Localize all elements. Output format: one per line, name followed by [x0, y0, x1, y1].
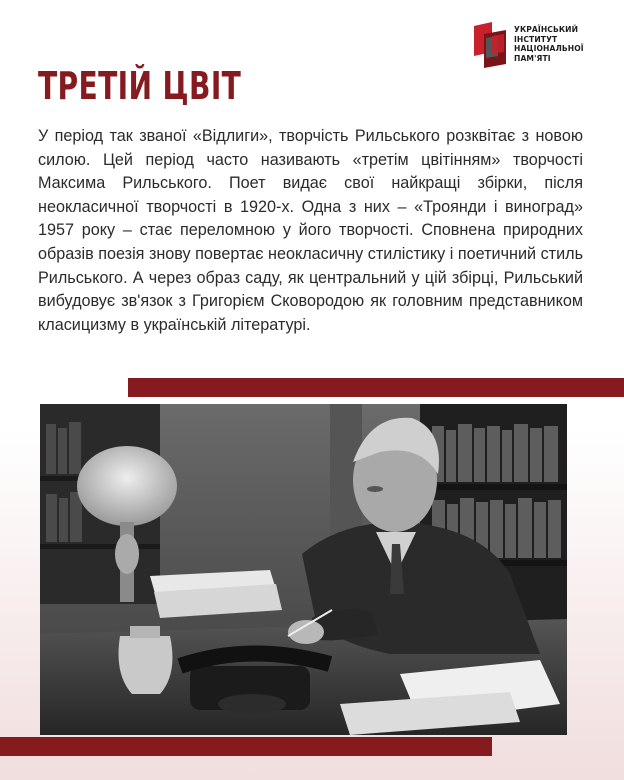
institute-logo [472, 22, 602, 68]
logo-line-1: УКРАЇНСЬКИЙ [514, 25, 579, 34]
decorative-bar-top [128, 378, 624, 397]
institute-logo-text [514, 25, 584, 63]
logo-line-3: НАЦІОНАЛЬНОЇ [514, 44, 584, 54]
decorative-bar-bottom [0, 737, 492, 756]
archival-photo-illustration [40, 404, 567, 735]
logo-line-2: ІНСТИТУТ [514, 34, 558, 44]
body-paragraph: У період так званої «Відлиги», творчість Рильського розквітає з новою силою. Цей період часто називають «третім цвітінням» творчості Максима Рильського. Поет видає свої найкращі збірки, після неокласичної творчості в 1920-х. Одна з них – «Троянди і виноград» 1957 року – стає переломною у його творчості. Сповнена природних образів поезія знову повертає неокласичну стилістику і поетичний стиль Рильського. А через образ саду, як центральний у цій збірці, Рильський вибудовує зв'язок з Григорієм Сковородою як головним представником класицизму в українській літературі. [38, 127, 583, 334]
archival-photo [40, 404, 567, 735]
institute-logo-icon [472, 22, 510, 68]
logo-line-4: ПАМ'ЯТІ [514, 53, 551, 63]
page-title: ТРЕТІЙ ЦВІТ [38, 64, 242, 108]
